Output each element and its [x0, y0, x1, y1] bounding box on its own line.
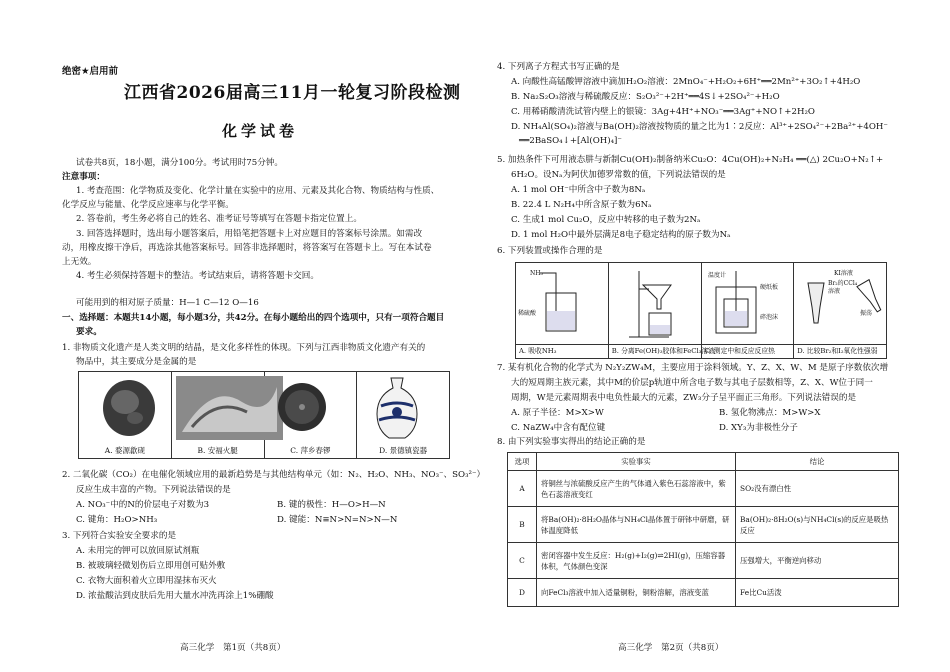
note-3b: 动，用橡皮擦干净后，再选涂其他答案标号。回答非选择题时，将答案写在答题卡上。写在本试卷 — [62, 243, 432, 253]
q5-stem-a: 5. 加热条件下可用液态肼与新制Cu(OH)₂制备纳米Cu₂O：4Cu(OH)₂+N₂H₄ ══(△) 2Cu₂O+N₂↑+ — [497, 155, 884, 165]
footer-right: 高三化学 第2页（共8页） — [618, 643, 724, 653]
note-1b: 化学反应与能量、化学反应速率与化学平衡。 — [62, 200, 234, 210]
q1-option-d-label: D. 景德镇瓷器 — [379, 446, 428, 455]
q1-stem-b: 物品中，其主要成分是金属的是 — [76, 357, 197, 367]
q3-option-d: D. 浓盐酸沾到皮肤后先用大量水冲洗再涂上1%硼酸 — [76, 591, 274, 601]
q8-head-fact: 实验事实 — [537, 453, 736, 471]
q3-option-b: B. 被玻璃轻微划伤后立即用创可贴外敷 — [76, 561, 226, 571]
q6-option-d-label: D. 比较Br₂和I₂氧化性强弱 — [794, 344, 886, 358]
q7-option-a: A. 原子半径：M>X>W — [511, 408, 604, 418]
q3-stem: 3. 下列符合实验安全要求的是 — [62, 531, 177, 541]
q6-label-br2: Br₂的CCl₄ — [828, 280, 858, 287]
q4-stem: 4. 下列离子方程式书写正确的是 — [497, 62, 620, 72]
note-3a: 3. 回答选择题时，选出每小题答案后，用铅笔把答题卡上对应题目的答案标号涂黑。如需改 — [76, 229, 423, 239]
q8-row-c-option: C — [508, 543, 537, 579]
q2-stem-b: 反应生成丰富的产物。下列说法错误的是 — [76, 485, 231, 495]
q6-label-cup: 硬纸板 — [759, 284, 778, 291]
note-2: 2. 答卷前，考生务必将自己的姓名、准考证号等填写在答题卡指定位置上。 — [76, 214, 362, 224]
footer-left: 高三化学 第1页（共8页） — [180, 643, 286, 653]
q6-label-foam: 碎泡沫 — [759, 314, 778, 321]
q2-option-b: B. 键的极性：H—O>H—N — [277, 500, 386, 510]
q6-option-c-figure — [702, 263, 795, 358]
notes-title: 注意事项： — [62, 172, 105, 182]
q8-row-b-fact: 将Ba(OH)₂·8H₂O晶体与NH₄Cl晶体置于研钵中研磨，研钵温度降低 — [537, 507, 736, 543]
q6-option-c-label: C. 测定中和反应反应热 — [702, 344, 794, 358]
q6-label-acid: 稀硫酸 — [518, 310, 537, 317]
q6-stem: 6. 下列装置或操作合理的是 — [497, 246, 603, 256]
exam-info: 试卷共8页，18小题，满分100分。考试用时75分钟。 — [76, 158, 284, 168]
atomic-mass: 可能用到的相对原子质量：H—1 C—12 O—16 — [76, 298, 259, 308]
q8-row-d-conclusion: Fe比Cu活泼 — [736, 579, 899, 607]
q1-option-b-label: B. 安福火腿 — [197, 446, 238, 455]
table-row — [508, 507, 899, 543]
q3-option-a: A. 未用完的钾可以放回原试剂瓶 — [76, 546, 200, 556]
q6-label-nh3: NH₃ — [530, 270, 543, 277]
q5-option-a: A. 1 mol OH⁻中所含中子数为8Nₐ — [511, 185, 646, 195]
separatory-funnel-apparatus — [794, 263, 889, 345]
q8-row-c-fact: 密闭容器中发生反应：H₂(g)+I₂(g)⇌2HI(g)，压缩容器体积，气体颜色变深 — [537, 543, 736, 579]
q7-stem-c: 周期，W是元素周期表中电负性最大的元素，ZW₃分子呈平面正三角形。下列说法错误的是 — [511, 393, 857, 403]
q2-option-a: A. NO₃⁻中的N的价层电子对数为3 — [76, 500, 210, 510]
q8-table-header — [508, 453, 899, 471]
note-4: 4. 考生必须保持答题卡的整洁。考试结束后，请将答题卡交回。 — [76, 271, 319, 281]
q8-head-conclusion: 结论 — [736, 453, 899, 471]
q8-row-b-conclusion: Ba(OH)₂·8H₂O(s)与NH₄Cl(s)的反应是吸热反应 — [736, 507, 899, 543]
left-page — [62, 0, 486, 672]
q8-row-d-fact: 向FeCl₃溶液中加入适量铜粉，铜粉溶解，溶液变蓝 — [537, 579, 736, 607]
q4-option-d-a: D. NH₄Al(SO₄)₂溶液与Ba(OH)₂溶液按物质的量之比为1∶2反应：Al³⁺+2SO₄²⁻+2Ba²⁺+4OH⁻ — [511, 122, 888, 132]
q8-row-c-conclusion: 压强增大，平衡逆向移动 — [736, 543, 899, 579]
inkstone-picture — [79, 372, 179, 446]
exam-subtitle: 化学试卷 — [222, 122, 299, 140]
q6-option-a-figure — [516, 263, 609, 358]
q6-option-a-label: A. 吸收NH₃ — [516, 344, 608, 358]
q1-option-b-image — [172, 372, 265, 458]
q8-row-a-conclusion: SO₂没有漂白性 — [736, 471, 899, 507]
q7-option-d: D. XY₃为非极性分子 — [719, 423, 798, 433]
q6-option-d-figure — [794, 263, 886, 358]
q4-option-b: B. Na₂S₂O₃溶液与稀硫酸反应：S₂O₃²⁻+2H⁺══4S↓+2SO₄²⁻+H₂O — [511, 92, 780, 102]
q4-option-d-b: ══2BaSO₄↓+[Al(OH)₄]⁻ — [519, 136, 622, 146]
q8-row-d-option: D — [508, 579, 537, 607]
porcelain-vase-picture — [357, 372, 437, 446]
table-row — [508, 543, 899, 579]
q1-option-a-label: A. 婺源歙砚 — [104, 446, 145, 455]
gong-picture — [265, 372, 340, 446]
q2-stem-a: 2. 二氧化碳（CO₂）在电催化领域应用的最新趋势是与其他结构单元（如：N₂、H₂O、NH₃、NO₃⁻、SO₃²⁻） — [62, 470, 486, 480]
q8-table — [507, 452, 899, 607]
q7-stem-b: 大的短周期主族元素，其中M的价层p轨道中所含电子数与其电子层数相等，Z、X、W位于同一 — [511, 378, 873, 388]
table-row — [508, 471, 899, 507]
q6-label-sol: 溶液 — [828, 288, 841, 295]
q6-label-thermo: 温度计 — [707, 272, 726, 279]
q3-option-c: C. 衣物大面积着火立即用湿抹布灭火 — [76, 576, 217, 586]
q6-label-shake: 振荡 — [860, 310, 873, 317]
q1-option-a-image — [79, 372, 172, 458]
q2-option-c: C. 键角：H₂O>NH₃ — [76, 515, 158, 525]
q1-option-c-image — [265, 372, 358, 458]
table-row — [508, 579, 899, 607]
section1-title-a: 一、选择题：本题共14小题，每小题3分，共42分。在每小题给出的四个选项中，只有一项符合题目 — [62, 313, 445, 323]
q8-row-a-option: A — [508, 471, 537, 507]
q1-image-row — [78, 371, 450, 459]
q5-option-d: D. 1 mol H₂O中最外层满足8电子稳定结构的原子数为Nₐ — [511, 230, 731, 240]
q5-option-c: C. 生成1 mol Cu₂O，反应中转移的电子数为2Nₐ — [511, 215, 701, 225]
section1-title-b: 要求。 — [76, 327, 102, 337]
q8-stem: 8. 由下列实验事实得出的结论正确的是 — [497, 437, 646, 447]
q6-option-b-label: B. 分离Fe(OH)₃胶体和FeCl₃溶液 — [609, 344, 701, 358]
q8-head-option: 选项 — [508, 453, 537, 471]
right-page — [497, 0, 907, 672]
q7-option-b: B. 氢化物沸点：M>W>X — [719, 408, 821, 418]
q2-option-d: D. 键能：N≡N>N=N>N—N — [277, 515, 398, 525]
note-1a: 1. 考查范围：化学物质及变化、化学计量在实验中的应用、元素及其化合物、物质结构与性质、 — [76, 186, 440, 196]
q1-stem-a: 1. 非物质文化遗产是人类文明的结晶，是文化多样性的体现。下列与江西非物质文化遗产有关的 — [62, 343, 426, 353]
q7-option-c: C. NaZW₄中含有配位键 — [511, 423, 606, 433]
q6-apparatus-row — [515, 262, 887, 359]
q7-stem-a: 7. 某有机化合物的化学式为 N₂Y₂ZW₄M，主要应用于涂料领域。Y、Z、X、W、M 是原子序数依次增 — [497, 363, 889, 373]
q6-option-b-figure — [609, 263, 716, 358]
q1-option-c-label: C. 萍乡春锣 — [290, 446, 331, 455]
q8-row-a-fact: 将铜丝与浓硫酸反应产生的气体通入紫色石蕊溶液中，紫色石蕊溶液变红 — [537, 471, 736, 507]
secret-label: 绝密★启用前 — [62, 66, 119, 77]
q6-label-ki: KI溶液 — [834, 270, 854, 277]
q4-option-a: A. 向酸性高锰酸钾溶液中滴加H₂O₂溶液：2MnO₄⁻+H₂O₂+6H⁺══2Mn²⁺+3O₂↑+4H₂O — [511, 77, 861, 87]
q1-option-d-image — [357, 372, 449, 458]
calorimeter-apparatus — [702, 263, 797, 345]
q4-option-c: C. 用稀硝酸清洗试管内壁上的银镜：3Ag+4H⁺+NO₃⁻══3Ag⁺+NO↑+2H₂O — [511, 107, 815, 117]
exam-title: 江西省2026届高三11月一轮复习阶段检测 — [124, 83, 461, 103]
nh3-absorb-apparatus — [516, 263, 596, 345]
note-3c: 上无效。 — [62, 257, 97, 267]
q5-stem-b: 6H₂O。设Nₐ为阿伏加德罗常数的值，下列说法错误的是 — [511, 170, 726, 180]
q5-option-b: B. 22.4 L N₂H₄中所含原子数为6Nₐ — [511, 200, 652, 210]
q8-row-b-option: B — [508, 507, 537, 543]
